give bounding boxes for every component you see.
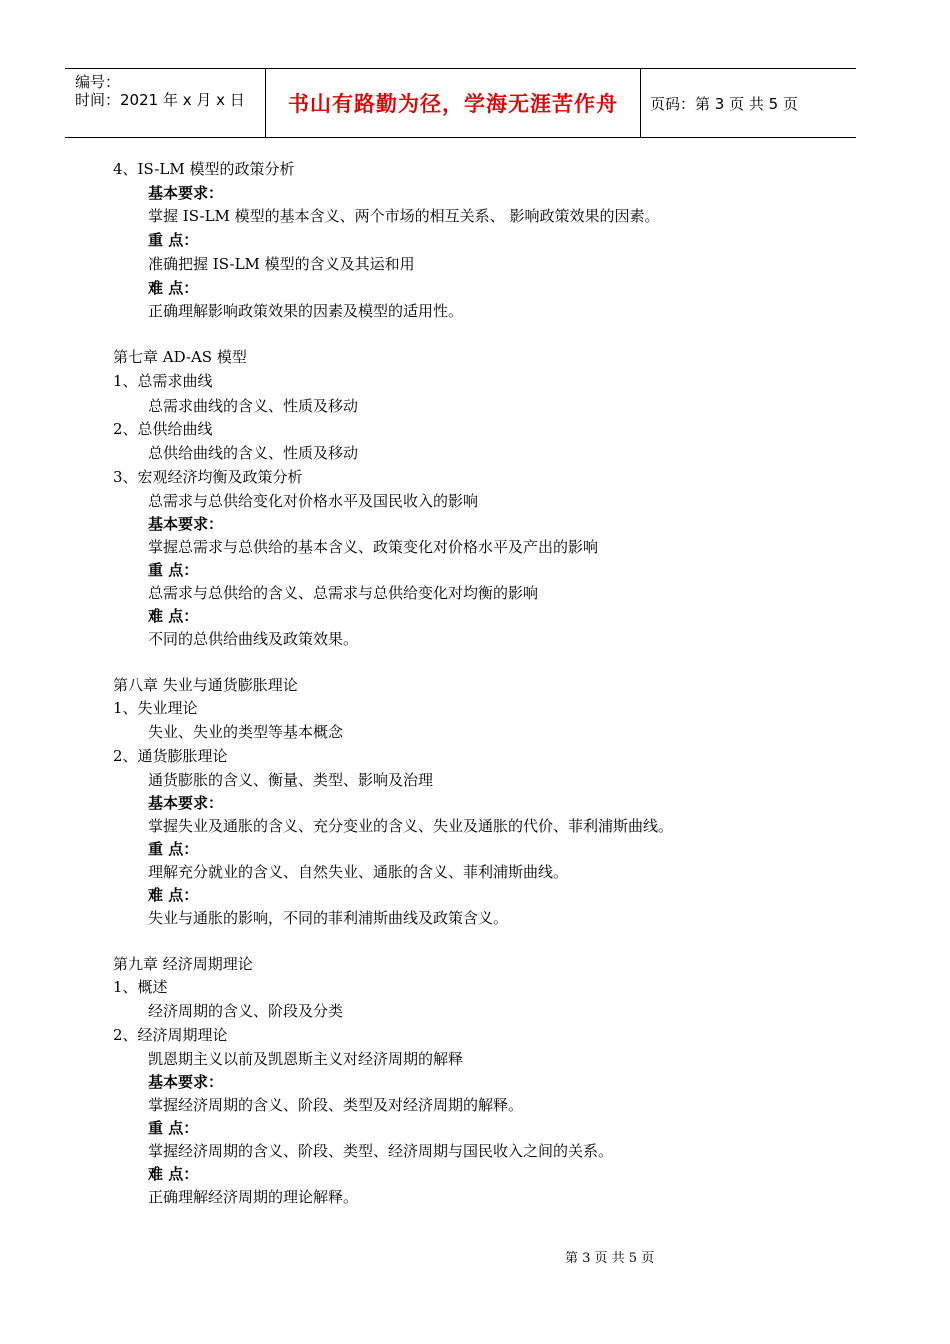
section-heading: 2、总供给曲线 [113,420,213,438]
requirement-label: 基本要求： [148,1073,224,1091]
page-footer: 第 3 页 共 5 页 [565,1251,655,1266]
header-motto-cell [265,69,641,137]
requirement-label: 基本要求： [148,794,224,812]
chapter-heading: 第九章 经济周期理论 [113,955,253,973]
body-text: 总需求与总供给的含义、总需求与总供给变化对均衡的影响 [148,584,539,602]
section-heading: 1、失业理论 [113,699,198,717]
chapter-heading: 第七章 AD-AS 模型 [113,348,247,366]
difficulty-label: 难 点： [148,886,199,904]
header-meta [65,69,265,137]
body-text: 正确理解经济周期的理论解释。 [148,1188,359,1206]
requirement-label: 基本要求： [148,184,224,202]
body-text: 掌握总需求与总供给的基本含义、政策变化对价格水平及产出的影响 [148,538,599,556]
header-motto: 书山有路勤为径，学海无涯苦作舟 [288,92,618,116]
body-text: 理解充分就业的含义、自然失业、通胀的含义、菲利浦斯曲线。 [148,863,569,881]
page-header [65,68,856,138]
section-heading: 3、宏观经济均衡及政策分析 [113,468,303,486]
key-point-label: 重 点： [148,1119,199,1137]
body-text: 掌握 IS-LM 模型的基本含义、两个市场的相互关系、 影响政策效果的因素。 [148,207,660,225]
header-time-label: 时间：2021 年 x 月 x 日 [75,91,245,109]
body-text: 失业与通胀的影响，不同的菲利浦斯曲线及政策含义。 [148,909,509,927]
chapter-heading: 第八章 失业与通货膨胀理论 [113,676,298,694]
body-text: 掌握经济周期的含义、阶段、类型及对经济周期的解释。 [148,1096,524,1114]
section-heading: 4、IS-LM 模型的政策分析 [113,160,295,178]
body-text: 总需求与总供给变化对价格水平及国民收入的影响 [148,492,479,510]
key-point-label: 重 点： [148,231,199,249]
body-text: 失业、失业的类型等基本概念 [148,723,344,741]
section-heading: 2、通货膨胀理论 [113,747,228,765]
body-text: 正确理解影响政策效果的因素及模型的适用性。 [148,302,464,320]
header-number-label: 编号： [75,73,121,91]
body-text: 凯恩期主义以前及凯恩斯主义对经济周期的解释 [148,1050,464,1068]
requirement-label: 基本要求： [148,515,224,533]
body-text: 掌握经济周期的含义、阶段、类型、经济周期与国民收入之间的关系。 [148,1142,614,1160]
section-heading: 1、概述 [113,978,168,996]
body-text: 准确把握 IS-LM 模型的含义及其运和用 [148,255,415,273]
header-page-code-cell [640,69,856,137]
section-heading: 2、经济周期理论 [113,1026,228,1044]
difficulty-label: 难 点： [148,279,199,297]
body-text: 总需求曲线的含义、性质及移动 [148,397,359,415]
body-text: 掌握失业及通胀的含义、充分变业的含义、失业及通胀的代价、菲利浦斯曲线。 [148,817,674,835]
body-text: 总供给曲线的含义、性质及移动 [148,444,359,462]
difficulty-label: 难 点： [148,607,199,625]
key-point-label: 重 点： [148,840,199,858]
key-point-label: 重 点： [148,561,199,579]
section-heading: 1、总需求曲线 [113,372,213,390]
body-text: 通货膨胀的含义、衡量、类型、影响及治理 [148,771,434,789]
body-text: 不同的总供给曲线及政策效果。 [148,630,359,648]
header-page-code: 页码：第 3 页 共 5 页 [650,94,798,113]
body-text: 经济周期的含义、阶段及分类 [148,1002,344,1020]
difficulty-label: 难 点： [148,1165,199,1183]
